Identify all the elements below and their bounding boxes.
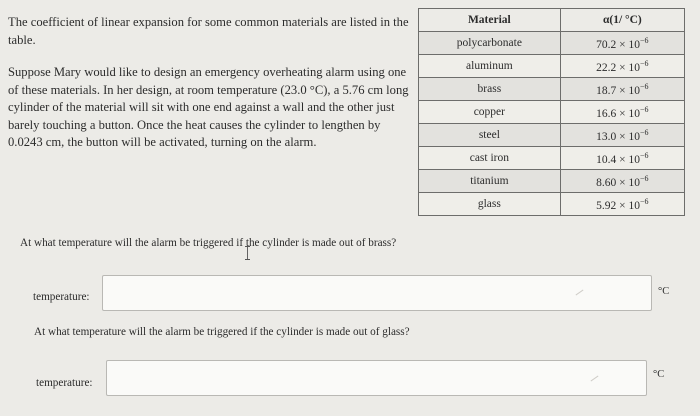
intro-paragraph-2: Suppose Mary would like to design an emergency overheating alarm using one of these materials. In her design, at room temperature (23.0 °C), a 5.76 cm long cylinder of the material will sit with one end against a wall and the other just barely touching a button. Once the heat causes the cylinder to lengthen by 0.0243 cm, the button will be activated, turning on the alarm. [8,65,409,149]
cell-coefficient: $8.60 \times 10^{-6}$ [560,170,684,193]
temperature-label-glass: temperature: [36,377,93,389]
cell-material: brass [419,78,561,101]
cell-coefficient: $13.0 \times 10^{-6}$ [560,124,684,147]
temperature-label-brass: temperature: [33,291,90,303]
question-glass: At what temperature will the alarm be triggered if the cylinder is made out of glass? [34,326,410,338]
cell-material: glass [419,193,561,216]
intro-paragraph-1: The coefficient of linear expansion for some common materials are listed in the table. [8,15,409,47]
text-cursor-icon [245,246,250,260]
table-row [419,78,685,101]
table-row [419,101,685,124]
unit-label-glass: °C [653,369,665,380]
table-row [419,147,685,170]
cell-material: cast iron [419,147,561,170]
cell-coefficient: $10.4 \times 10^{-6}$ [560,147,684,170]
header-coefficient: α(1/ °C) [560,9,684,32]
cell-material: steel [419,124,561,147]
cell-material: copper [419,101,561,124]
cell-material: aluminum [419,55,561,78]
cell-coefficient: $22.2 \times 10^{-6}$ [560,55,684,78]
cell-material: polycarbonate [419,32,561,55]
cell-material: titanium [419,170,561,193]
table-row [419,193,685,216]
cell-coefficient: $18.7 \times 10^{-6}$ [560,78,684,101]
problem-intro [8,14,413,152]
table-row [419,32,685,55]
table-header-row [419,9,685,32]
temperature-input-brass[interactable] [102,275,652,311]
expansion-coefficient-table [418,8,685,216]
table-row [419,55,685,78]
cell-coefficient: $5.92 \times 10^{-6}$ [560,193,684,216]
header-material: Material [419,9,561,32]
cell-coefficient: $16.6 \times 10^{-6}$ [560,101,684,124]
cell-coefficient: $70.2 \times 10^{-6}$ [560,32,684,55]
question-brass: At what temperature will the alarm be triggered if the cylinder is made out of brass? [20,237,397,249]
table-row [419,124,685,147]
unit-label-brass: °C [658,286,670,297]
temperature-input-glass[interactable] [106,360,647,396]
table-row [419,170,685,193]
